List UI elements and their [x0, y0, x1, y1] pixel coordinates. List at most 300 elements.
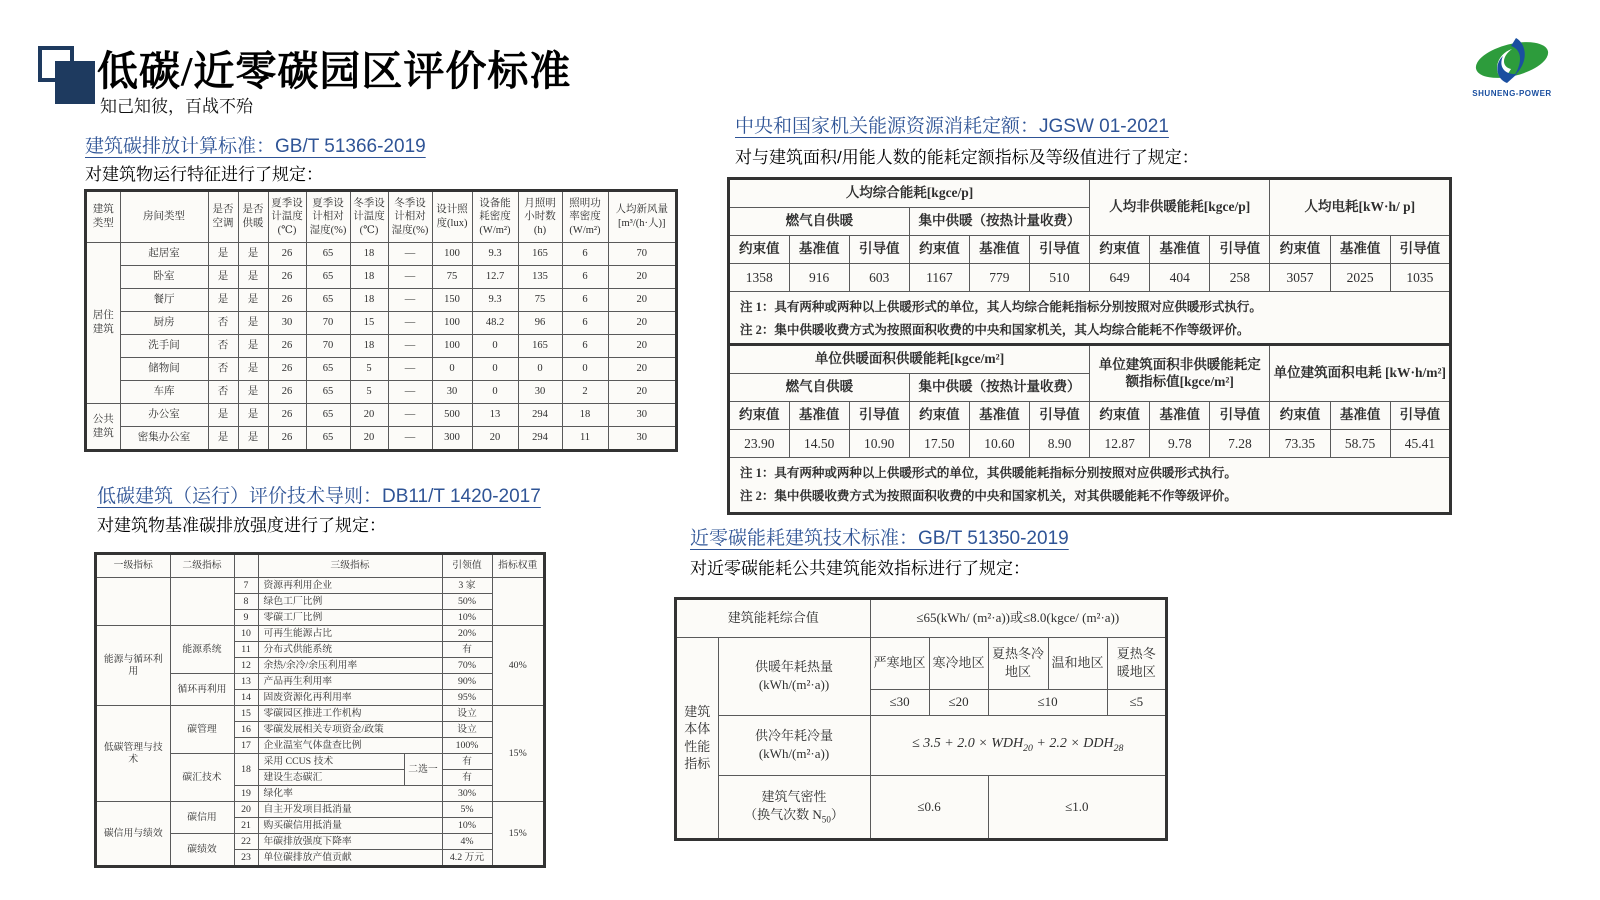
- weight-cell: 15%: [492, 706, 544, 802]
- header-cell: 基准值: [1150, 236, 1210, 264]
- cell: 70: [306, 312, 350, 335]
- cell: ≤0.6: [870, 775, 988, 839]
- header-cell: 引导值: [1210, 402, 1270, 430]
- table-row: [86, 312, 676, 335]
- filled-square-icon: [55, 61, 95, 104]
- header-cell: 设计照度(lux): [432, 191, 472, 243]
- cell: 150: [432, 289, 472, 312]
- cell: 18: [350, 243, 388, 266]
- cell: 9.78: [1150, 430, 1210, 458]
- cell: 18: [350, 289, 388, 312]
- region-cell: 温和地区: [1048, 637, 1107, 689]
- cell: 26: [268, 289, 306, 312]
- cell: 294: [518, 427, 562, 451]
- header-cell: 基准值: [969, 402, 1029, 430]
- cell: 50%: [442, 594, 492, 610]
- cell: 绿色工厂比例: [258, 594, 442, 610]
- cell: 1358: [729, 264, 789, 292]
- cell: 否: [208, 381, 238, 404]
- cell: 是: [208, 243, 238, 266]
- table-row: [729, 264, 1450, 292]
- header-cell: 三级指标: [258, 554, 442, 578]
- cell: ≤1.0: [988, 775, 1166, 839]
- cell: 密集办公室: [120, 427, 208, 451]
- cell: 4%: [442, 834, 492, 850]
- cell: —: [388, 266, 432, 289]
- cell: 20: [608, 381, 676, 404]
- cell: 14.50: [789, 430, 849, 458]
- cell: 3 家: [442, 578, 492, 594]
- cell: ≤5: [1107, 689, 1166, 715]
- cell: 30: [518, 381, 562, 404]
- level2-cell: 碳信用: [170, 802, 234, 834]
- cell: —: [388, 243, 432, 266]
- region-cell: 夏热冬冷地区: [988, 637, 1048, 689]
- section4-desc: 对近零碳能耗公共建筑能效指标进行了规定：: [690, 559, 1030, 578]
- cell: 0: [432, 358, 472, 381]
- cell: 100: [432, 243, 472, 266]
- cell: 6: [562, 266, 608, 289]
- cell: 26: [268, 243, 306, 266]
- cell: [718, 637, 870, 715]
- header-cell: 约束值: [909, 236, 969, 264]
- cell: 产品再生利用率: [258, 674, 442, 690]
- header-cell: 集中供暖（按热计量收费）: [909, 208, 1089, 236]
- cell: 0: [518, 358, 562, 381]
- cell: 100: [432, 312, 472, 335]
- header-row: [729, 402, 1450, 430]
- side-label-cell: 建筑本体性能指标: [676, 637, 718, 839]
- cell: 20: [608, 358, 676, 381]
- cell: 18: [350, 335, 388, 358]
- cell: 4.2 万元: [442, 850, 492, 867]
- header-cell: 是否空调: [208, 191, 238, 243]
- header-cell: 冬季设计相对湿度(%): [388, 191, 432, 243]
- cell: 3057: [1270, 264, 1330, 292]
- cell: 分布式供能系统: [258, 642, 442, 658]
- cell: 洗手间: [120, 335, 208, 358]
- cell: 11: [562, 427, 608, 451]
- header-cell: 单位建筑面积非供暖能耗定额指标值[kgce/m²]: [1090, 345, 1270, 402]
- cell: —: [388, 312, 432, 335]
- choice-cell: 二选一: [404, 754, 442, 786]
- cell: 90%: [442, 674, 492, 690]
- cell: 5: [350, 358, 388, 381]
- header-cell: 二级指标: [170, 554, 234, 578]
- cell: ≤30: [870, 689, 929, 715]
- cell: ≤20: [929, 689, 988, 715]
- cell: 0: [472, 381, 518, 404]
- cell: 有: [442, 642, 492, 658]
- cell: 26: [268, 335, 306, 358]
- header-cell: 指标权重: [492, 554, 544, 578]
- header-cell: 基准值: [789, 402, 849, 430]
- cell: 649: [1090, 264, 1150, 292]
- cell: 20: [608, 266, 676, 289]
- header-cell: 夏季设计相对湿度(%): [306, 191, 350, 243]
- cell: 企业温室气体盘查比例: [258, 738, 442, 754]
- cell: 404: [1150, 264, 1210, 292]
- header-cell: 引导值: [849, 402, 909, 430]
- section3-heading: 低碳建筑（运行）评价技术导则：DB11/T 1420-2017: [97, 486, 541, 507]
- title-decoration-icon: [38, 44, 100, 108]
- cell: 65: [306, 358, 350, 381]
- cell: 20: [350, 404, 388, 427]
- header-cell: 约束值: [1270, 402, 1330, 430]
- cell: 8.90: [1029, 430, 1089, 458]
- cell: 自主开发项目抵消量: [258, 802, 442, 818]
- cell: 是: [238, 266, 268, 289]
- cell: 23.90: [729, 430, 789, 458]
- cell: 6: [562, 289, 608, 312]
- table-row: [96, 578, 544, 594]
- weight-cell: 15%: [492, 802, 544, 867]
- cell: 30: [268, 312, 306, 335]
- company-logo: [1462, 36, 1562, 98]
- header-cell: 引领值: [442, 554, 492, 578]
- group-cell: 居住建筑: [86, 243, 120, 404]
- header-cell: 是否供暖: [238, 191, 268, 243]
- cell: 资源再利用企业: [258, 578, 442, 594]
- cell: 258: [1210, 264, 1270, 292]
- region-cell: 寒冷地区: [929, 637, 988, 689]
- cell: 779: [969, 264, 1029, 292]
- cell: 70%: [442, 658, 492, 674]
- header-cell: 引导值: [1390, 402, 1450, 430]
- header-cell: 月照明小时数(h): [518, 191, 562, 243]
- header-row: [729, 345, 1450, 374]
- header-cell: 引导值: [1029, 236, 1089, 264]
- cell: 26: [268, 358, 306, 381]
- cell: 是: [238, 404, 268, 427]
- cell: 是: [208, 404, 238, 427]
- cell: 6: [562, 335, 608, 358]
- cell: 30: [432, 381, 472, 404]
- cell: 9.3: [472, 289, 518, 312]
- level1-cell: 低碳管理与技术: [96, 706, 170, 802]
- header-cell: 引导值: [1029, 402, 1089, 430]
- table-row: [86, 289, 676, 312]
- cell: —: [388, 289, 432, 312]
- notes-row: [729, 292, 1450, 348]
- header-cell: 人均非供暖能耗[kgce/p]: [1090, 179, 1270, 236]
- cell: 8: [234, 594, 258, 610]
- header-cell: 约束值: [1090, 236, 1150, 264]
- cell: 17: [234, 738, 258, 754]
- level1-cell: 碳信用与绩效: [96, 802, 170, 867]
- cell: 15: [234, 706, 258, 722]
- cell: 有: [442, 754, 492, 770]
- cell: 零碳工厂比例: [258, 610, 442, 626]
- table-row: [96, 626, 544, 642]
- notes-row: [729, 458, 1450, 514]
- cell: 是: [208, 266, 238, 289]
- cell: 75: [518, 289, 562, 312]
- cell: 22: [234, 834, 258, 850]
- cell: 135: [518, 266, 562, 289]
- cell: 可再生能源占比: [258, 626, 442, 642]
- header-cell: 约束值: [729, 402, 789, 430]
- table-row: [86, 427, 676, 451]
- cell: 否: [208, 335, 238, 358]
- cell: 15: [350, 312, 388, 335]
- cell: 294: [518, 404, 562, 427]
- cell: 20: [608, 312, 676, 335]
- row-label: 供暖年耗热量: [755, 659, 834, 675]
- group-cell: 公共建筑: [86, 404, 120, 451]
- cell: 510: [1029, 264, 1089, 292]
- cell: 18: [234, 754, 258, 786]
- cell: 购买碳信用抵消量: [258, 818, 442, 834]
- weight-cell: 40%: [492, 626, 544, 706]
- header-cell: 约束值: [729, 236, 789, 264]
- per-area-energy-table: [728, 344, 1451, 514]
- cell: [718, 715, 870, 775]
- table-row: [86, 358, 676, 381]
- table-row: [96, 706, 544, 722]
- cell: 是: [238, 289, 268, 312]
- table-row: [676, 599, 1166, 637]
- cell: 6: [562, 243, 608, 266]
- cell: —: [388, 335, 432, 358]
- header-cell: 基准值: [1150, 402, 1210, 430]
- cell: 7.28: [1210, 430, 1270, 458]
- cell: 单位碳排放产值贡献: [258, 850, 442, 867]
- cell: 餐厅: [120, 289, 208, 312]
- cell: 设立: [442, 706, 492, 722]
- row-unit: （换气次数 $N_{50}$）: [744, 806, 844, 825]
- header-cell: 引导值: [1210, 236, 1270, 264]
- cell: 14: [234, 690, 258, 706]
- level2-cell: 碳绩效: [170, 834, 234, 867]
- cell: 采用 CCUS 技术: [258, 754, 404, 770]
- cell: 储物间: [120, 358, 208, 381]
- header-cell: 基准值: [1330, 402, 1390, 430]
- cell: 30%: [442, 786, 492, 802]
- cell: 5: [350, 381, 388, 404]
- cell: 19: [234, 786, 258, 802]
- header-cell: 引导值: [849, 236, 909, 264]
- cell: 6: [562, 312, 608, 335]
- header-row: [729, 179, 1450, 208]
- header-cell: 引导值: [1390, 236, 1450, 264]
- logo-graphic: [1464, 36, 1560, 90]
- table-row: [86, 243, 676, 266]
- table-row: [96, 802, 544, 818]
- cell: 1035: [1390, 264, 1450, 292]
- cell: 2025: [1330, 264, 1390, 292]
- cell: 设立: [442, 722, 492, 738]
- level2-cell: 能源系统: [170, 626, 234, 674]
- level2-cell: 碳汇技术: [170, 754, 234, 802]
- cell: 0: [472, 335, 518, 358]
- header-cell: [234, 554, 258, 578]
- cell: 零碳发展相关专项资金/政策: [258, 722, 442, 738]
- cell: ≤10: [988, 689, 1107, 715]
- note-2: 注 2：集中供暖收费方式为按照面积收费的中央和国家机关，对其供暖能耗不作等级评价。: [740, 489, 1237, 504]
- cell: 有: [442, 770, 492, 786]
- cell: 30: [608, 404, 676, 427]
- table-row: [729, 430, 1450, 458]
- header-cell: 约束值: [909, 402, 969, 430]
- cell: 70: [306, 335, 350, 358]
- table-row: [86, 381, 676, 404]
- cell: 75: [432, 266, 472, 289]
- level2-cell: 循环再利用: [170, 674, 234, 706]
- header-row: [96, 554, 544, 578]
- section2-desc: 对与建筑面积/用能人数的能耗定额指标及等级值进行了规定：: [735, 148, 1199, 167]
- region-cell: 夏热冬暖地区: [1107, 637, 1166, 689]
- cell: 绿化率: [258, 786, 442, 802]
- cell: 165: [518, 335, 562, 358]
- cell: 13: [234, 674, 258, 690]
- cell: 是: [238, 335, 268, 358]
- table-row: [86, 335, 676, 358]
- cell: —: [388, 358, 432, 381]
- cell: 18: [562, 404, 608, 427]
- cell: 建设生态碳汇: [258, 770, 404, 786]
- cell: 是: [238, 358, 268, 381]
- row-unit: (kWh/(m²·a)): [758, 677, 830, 692]
- cell: 20: [234, 802, 258, 818]
- cell: [96, 578, 170, 626]
- cell: 65: [306, 381, 350, 404]
- section1-heading: 建筑碳排放计算标准：GB/T 51366-2019: [85, 136, 426, 157]
- cell: 办公室: [120, 404, 208, 427]
- cell: 10.60: [969, 430, 1029, 458]
- cell: 10.90: [849, 430, 909, 458]
- cell: 20: [472, 427, 518, 451]
- header-cell: 人均综合能耗[kgce/p]: [729, 179, 1090, 208]
- cell: 26: [268, 404, 306, 427]
- table-row: [676, 637, 1166, 689]
- row-unit: (kWh/(m²·a)): [758, 746, 830, 761]
- cell: 10%: [442, 818, 492, 834]
- cell: 30: [608, 427, 676, 451]
- cell: 否: [208, 312, 238, 335]
- cell: 165: [518, 243, 562, 266]
- cell: 12: [234, 658, 258, 674]
- cell: 厨房: [120, 312, 208, 335]
- cell: 零碳园区推进工作机构: [258, 706, 442, 722]
- cell: 9.3: [472, 243, 518, 266]
- cell: 10: [234, 626, 258, 642]
- cell: 建筑能耗综合值: [676, 599, 870, 637]
- cell: 5%: [442, 802, 492, 818]
- header-cell: 基准值: [789, 236, 849, 264]
- level1-cell: 能源与循环利用: [96, 626, 170, 706]
- cell: 100%: [442, 738, 492, 754]
- header-cell: 集中供暖（按热计量收费）: [909, 374, 1089, 402]
- cell: 45.41: [1390, 430, 1450, 458]
- cell: 是: [238, 427, 268, 451]
- cell: 是: [238, 381, 268, 404]
- row-label: 供冷年耗冷量: [755, 728, 834, 744]
- cell: 17.50: [909, 430, 969, 458]
- section3-desc: 对建筑物基准碳排放强度进行了规定：: [97, 516, 386, 535]
- section4-heading: 近零碳能耗建筑技术标准：GB/T 51350-2019: [690, 528, 1069, 549]
- cell: 20%: [442, 626, 492, 642]
- cell: 500: [432, 404, 472, 427]
- table-row: [86, 266, 676, 289]
- cell: 65: [306, 404, 350, 427]
- header-cell: 燃气自供暖: [729, 208, 909, 236]
- header-row: [86, 191, 676, 243]
- cell: 70: [608, 243, 676, 266]
- note-1: 注 1：具有两种或两种以上供暖形式的单位，其供暖能耗指标分别按照对应供暖形式执行。: [740, 466, 1237, 480]
- cell: 26: [268, 427, 306, 451]
- note-2: 注 2：集中供暖收费方式为按照面积收费的中央和国家机关，其人均综合能耗不作等级评价。: [740, 323, 1250, 338]
- section2-heading: 中央和国家机关能源资源消耗定额：JGSW 01-2021: [735, 116, 1169, 137]
- cell: —: [388, 404, 432, 427]
- cell: 0: [472, 358, 518, 381]
- header-row: [729, 236, 1450, 264]
- row-label: 建筑气密性: [761, 789, 827, 805]
- level2-cell: 碳管理: [170, 706, 234, 754]
- cell: 916: [789, 264, 849, 292]
- cell: 7: [234, 578, 258, 594]
- cell: 20: [608, 289, 676, 312]
- cell: 65: [306, 289, 350, 312]
- cell: 1167: [909, 264, 969, 292]
- per-capita-energy-table: [728, 178, 1451, 348]
- cell: 车库: [120, 381, 208, 404]
- header-cell: 约束值: [1270, 236, 1330, 264]
- header-cell: 夏季设计温度(℃): [268, 191, 306, 243]
- logo-text: SHUNENG-POWER: [1472, 89, 1552, 98]
- header-cell: 基准值: [1330, 236, 1390, 264]
- cell: 73.35: [1270, 430, 1330, 458]
- header-cell: 照明功率密度(W/m²): [562, 191, 608, 243]
- table-row: [86, 404, 676, 427]
- cell: 13: [472, 404, 518, 427]
- cell: 21: [234, 818, 258, 834]
- cell: 26: [268, 381, 306, 404]
- header-cell: 燃气自供暖: [729, 374, 909, 402]
- cell: 20: [608, 335, 676, 358]
- header-cell: 约束值: [1090, 402, 1150, 430]
- page-title: 低碳/近零碳园区评价标准: [97, 48, 572, 94]
- table-notes: [729, 458, 1450, 514]
- cell: 是: [238, 312, 268, 335]
- table-row: [676, 775, 1166, 839]
- near-zero-energy-table: [675, 598, 1167, 840]
- cell: 23: [234, 850, 258, 867]
- cell: 2: [562, 381, 608, 404]
- cell: 起居室: [120, 243, 208, 266]
- cell: [170, 578, 234, 626]
- low-carbon-indicator-table: [95, 553, 545, 867]
- cooling-formula: ≤ $3.5 + 2.0 \times WDH_{20} + 2.2 \times DDH_{28}$: [870, 715, 1166, 775]
- table-notes: [729, 292, 1450, 348]
- table-row: [676, 715, 1166, 775]
- cell: 固废资源化再利用率: [258, 690, 442, 706]
- cell: 65: [306, 427, 350, 451]
- cell: 16: [234, 722, 258, 738]
- cell: 年碳排放强度下降率: [258, 834, 442, 850]
- cell: —: [388, 427, 432, 451]
- cell: 18: [350, 266, 388, 289]
- section1-desc: 对建筑物运行特征进行了规定：: [85, 165, 323, 184]
- cell: 58.75: [1330, 430, 1390, 458]
- cell: 否: [208, 358, 238, 381]
- header-cell: 单位建筑面积电耗 [kW·h/m²]: [1270, 345, 1450, 402]
- cell: 26: [268, 266, 306, 289]
- note-1: 注 1：具有两种或两种以上供暖形式的单位，其人均综合能耗指标分别按照对应供暖形式执行。: [740, 300, 1262, 314]
- cell: 603: [849, 264, 909, 292]
- cell: 11: [234, 642, 258, 658]
- region-cell: 严寒地区: [870, 637, 929, 689]
